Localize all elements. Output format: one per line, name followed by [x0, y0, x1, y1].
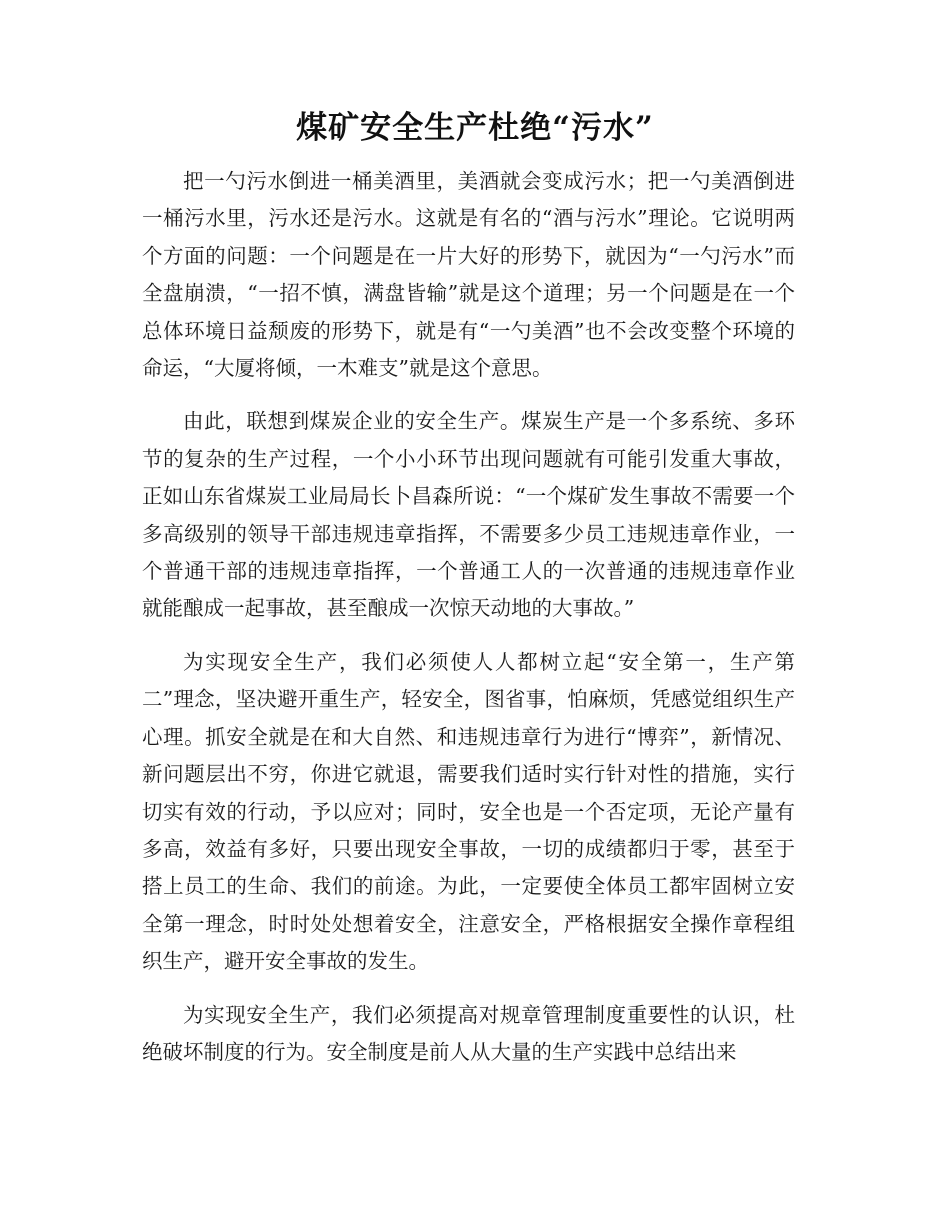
paragraph-4: 为实现安全生产，我们必须提高对规章管理制度重要性的认识，杜绝破坏制度的行为。安全制度是前人从大量的生产实践中总结出来	[142, 1002, 795, 1064]
paragraph-2: 由此，联想到煤炭企业的安全生产。煤炭生产是一个多系统、多环节的复杂的生产过程，一个小小环节出现问题就有可能引发重大事故，正如山东省煤炭工业局局长卜昌森所说：“一个煤矿发生事故不需要一个多高级别的领导干部违规违章指挥，不需要多少员工违规违章作业，一个普通干部的违规违章指挥，一个普通工人的一次普通的违规违章作业就能酿成一起事故，甚至酿成一次惊天动地的大事故。”	[142, 409, 795, 621]
document-title: 煤矿安全生产杜绝“污水”	[296, 110, 654, 146]
paragraph-1: 把一勺污水倒进一桶美酒里，美酒就会变成污水；把一勺美酒倒进一桶污水里，污水还是污水。这就是有名的“酒与污水”理论。它说明两个方面的问题：一个问题是在一片大好的形势下，就因为“一勺污水”而全盘崩溃，“一招不慎，满盘皆输”就是这个道理；另一个问题是在一个总体环境日益颓废的形势下，就是有“一勺美酒”也不会改变整个环境的命运，“大厦将倾，一木难支”就是这个意思。	[142, 169, 795, 381]
document-body	[142, 163, 795, 1071]
paragraph-3: 为实现安全生产，我们必须使人人都树立起“安全第一，生产第二”理念，坚决避开重生产，轻安全，图省事，怕麻烦，凭感觉组织生产心理。抓安全就是在和大自然、和违规违章行为进行“博弈”，新情况、新问题层出不穷，你进它就退，需要我们适时实行针对性的措施，实行切实有效的行动，予以应对；同时，安全也是一个否定项，无论产量有多高，效益有多好，只要出现安全事故，一切的成绩都归于零，甚至于搭上员工的生命、我们的前途。为此，一定要使全体员工都牢固树立安全第一理念，时时处处想着安全，注意安全，严格根据安全操作章程组织生产，避开安全事故的发生。	[142, 649, 795, 974]
